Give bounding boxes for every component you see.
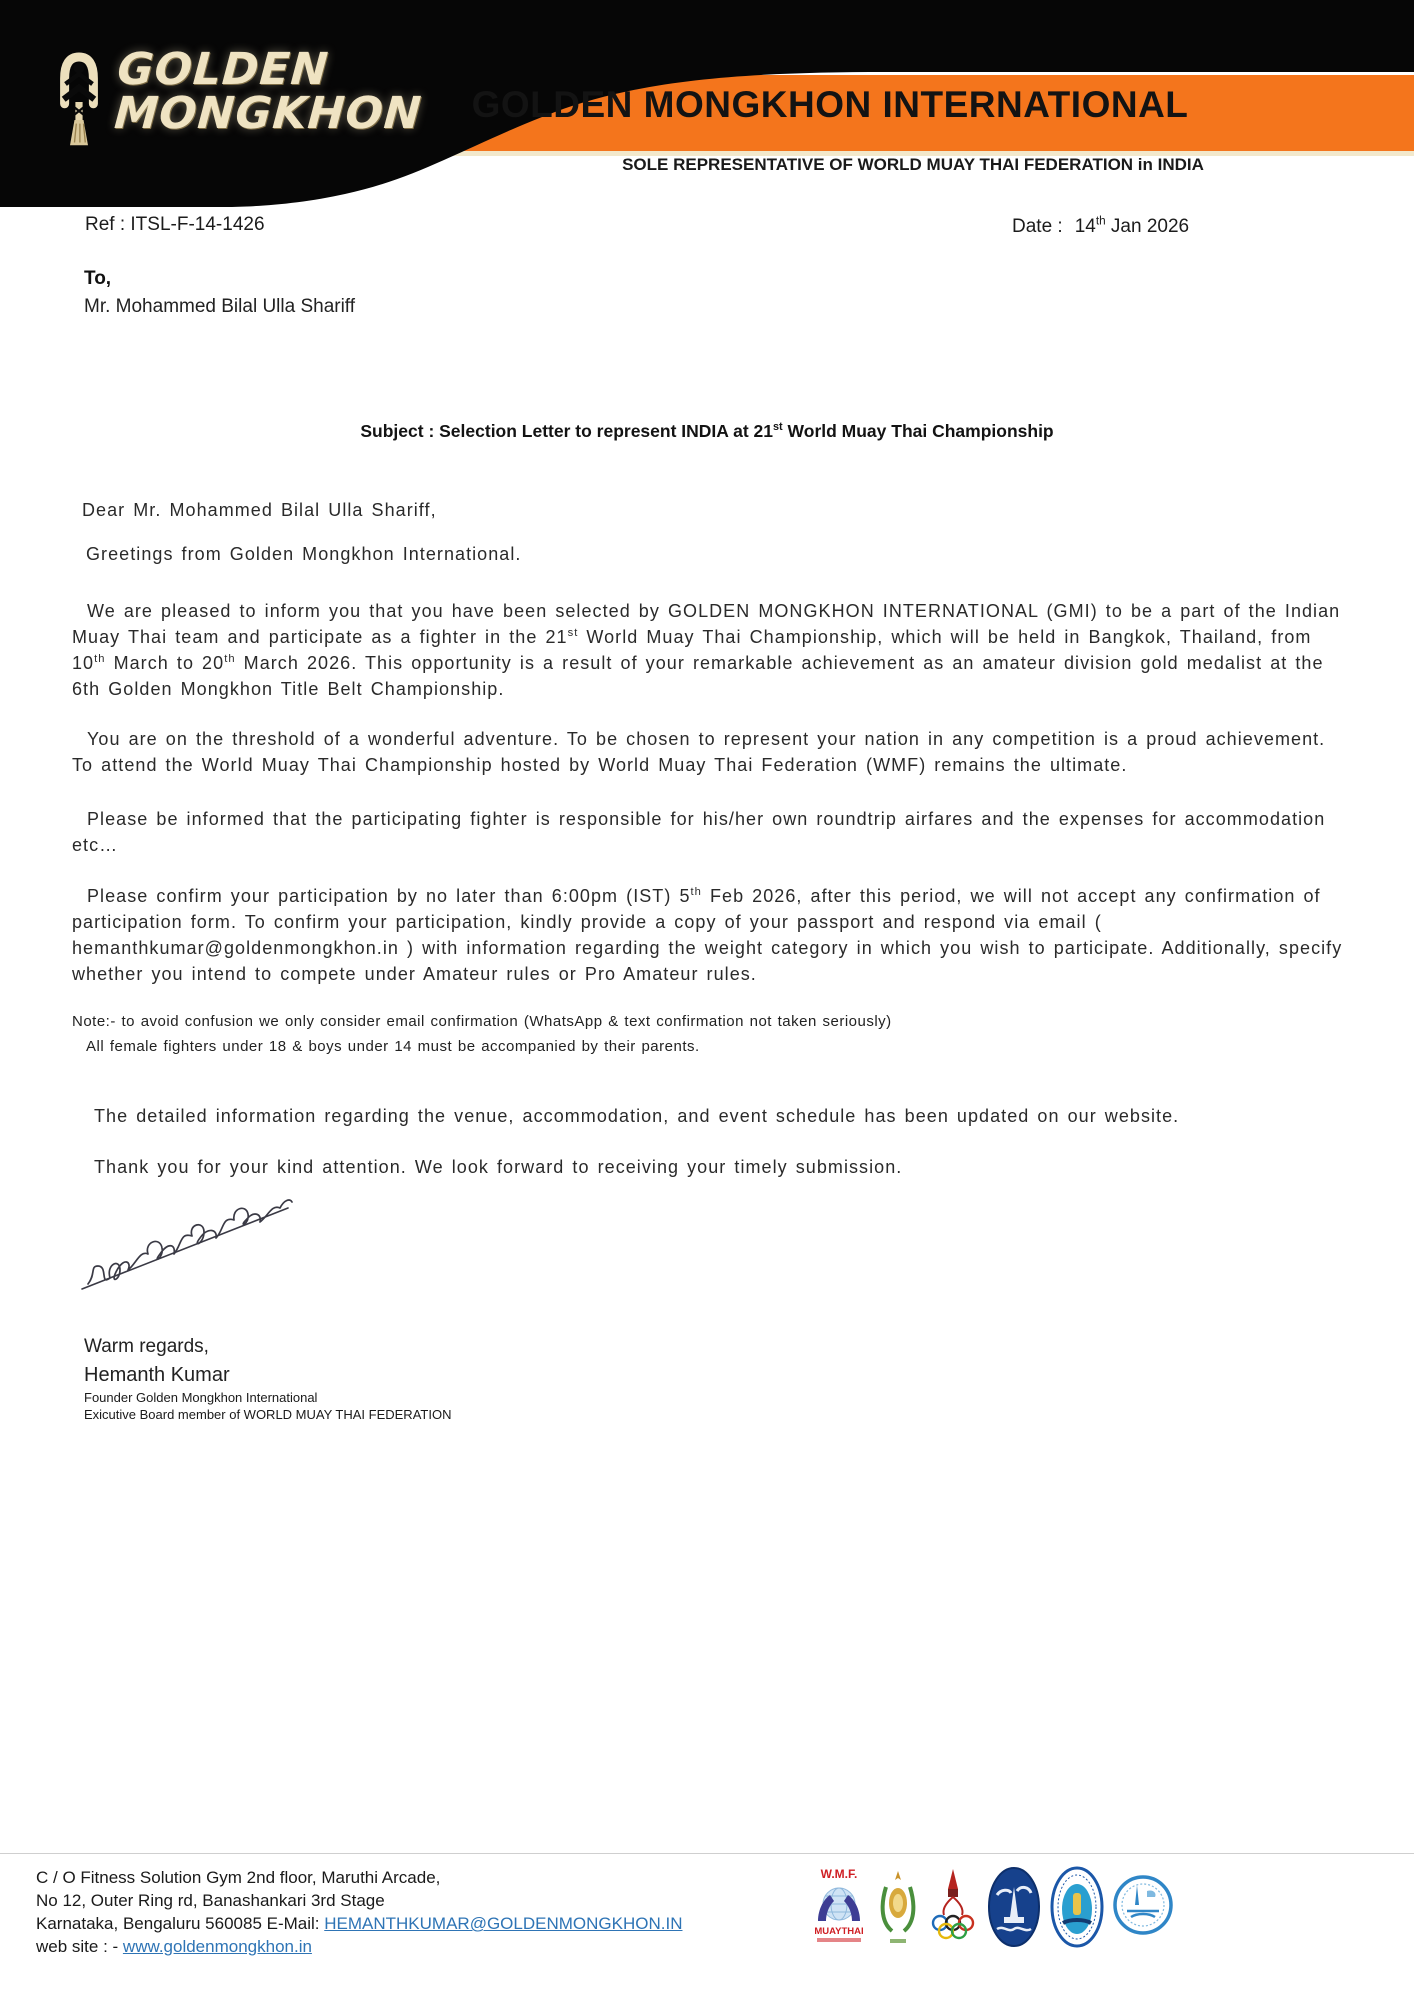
note-block: [72, 1009, 1350, 1059]
email-link[interactable]: HEMANTHKUMAR@GOLDENMONGKHON.IN: [324, 1914, 683, 1933]
date-label: Date :: [1012, 216, 1063, 237]
olympic-committee-thailand-logo: [928, 1865, 978, 1951]
thai-royal-crest-logo: [877, 1865, 919, 1951]
mongkhon-headband-icon: [52, 40, 106, 164]
website-line: [36, 1935, 682, 1958]
body-paragraph-2: You are on the threshold of a wonderful adventure. To be chosen to represent your nation in any competition is a proud achievement. To attend the World Muay Thai Championship hosted by World Muay Thai Federation (WMF) remains the ultimate.: [72, 729, 1326, 775]
to-label: To,: [84, 268, 112, 289]
address-line-2: No 12, Outer Ring rd, Banashankari 3rd Stage: [36, 1891, 385, 1910]
body-paragraph-5: The detailed information regarding the venue, accommodation, and event schedule has been updated on our website.: [94, 1106, 1180, 1126]
footer: [0, 1853, 1414, 2000]
sports-authority-thailand-logo: [987, 1865, 1041, 1951]
footer-address: [36, 1866, 682, 1958]
signer-title-2: Exicutive Board member of WORLD MUAY THAI FEDERATION: [84, 1407, 452, 1422]
wmf-muaythai-logo: [810, 1865, 868, 1951]
greeting-line: Greetings from Golden Mongkhon International.: [86, 544, 522, 564]
company-tagline: SOLE REPRESENTATIVE OF WORLD MUAY THAI FEDERATION in INDIA: [622, 155, 1204, 174]
wmf-logo-bottom-text: MUAYTHAI: [814, 1926, 864, 1937]
closing-block: [84, 1333, 451, 1423]
tourism-authority-thailand-logo: [1113, 1865, 1173, 1951]
company-logo: [52, 40, 423, 170]
ministry-tourism-sports-logo: [1050, 1865, 1104, 1951]
reference-number: Ref : ITSL-F-14-1426: [85, 214, 265, 235]
address-line-3-text: Karnataka, Bengaluru 560085 E-Mail:: [36, 1914, 325, 1933]
body-paragraph-1: We are pleased to inform you that you have been selected by GOLDEN MONGKHON INTERNATIONAL (GMI) to be a part of the Indian Muay Thai team and participate as a fighter in the 21st World Muay Thai Championship, which will be held in Bangkok, Thailand, from 10th March to 20th March 2026. This opportunity is a result of your remarkable achievement as an amateur division gold medalist at the 6th Golden Mongkhon Title Belt Championship.: [72, 601, 1341, 699]
wmf-logo-top-text: W.M.F.: [820, 1867, 858, 1881]
company-name-banner: GOLDEN MONGKHON INTERNATIONAL: [471, 84, 1189, 125]
date-line: [1012, 216, 1189, 238]
logo-word-mongkhon: MONGKHON: [112, 88, 424, 139]
website-link[interactable]: www.goldenmongkhon.in: [122, 1937, 312, 1956]
recipient-name: Mr. Mohammed Bilal Ulla Shariff: [84, 296, 356, 317]
subject-line: Subject : Selection Letter to represent INDIA at 21st World Muay Thai Championship: [360, 421, 1054, 441]
body-paragraph-3: Please be informed that the participating fighter is responsible for his/her own roundtrip airfares and the expenses for accommodation etc…: [72, 809, 1326, 855]
federation-logos-row: [810, 1862, 1173, 1954]
note-line-2: All female fighters under 18 & boys under 14 must be accompanied by their parents.: [86, 1038, 700, 1055]
logo-wordmark: [112, 44, 426, 139]
body-paragraph-4: Please confirm your participation by no later than 6:00pm (IST) 5th Feb 2026, after this period, we will not accept any confirmation of participation form. To confirm your participation, kindly provide a copy of your passport and respond via email ( hemanthkumar@goldenmongkhon.in ) with information regarding the weight category in which you wish to participate. Additionally, specify whether you intend to compete under Amateur rules or Pro Amateur rules.: [72, 886, 1343, 984]
note-line-1: Note:- to avoid confusion we only consider email confirmation (WhatsApp & text confirmation not taken seriously): [72, 1013, 892, 1030]
logo-word-golden: GOLDEN: [115, 44, 331, 95]
address-line-3: [36, 1912, 682, 1935]
date-value: 14th Jan 2026: [1074, 214, 1190, 237]
salutation: Dear Mr. Mohammed Bilal Ulla Shariff,: [82, 500, 437, 520]
closing-regards: Warm regards,: [84, 1336, 209, 1357]
website-label: web site : -: [36, 1937, 123, 1956]
signer-title-1: Founder Golden Mongkhon International: [84, 1390, 318, 1405]
signer-name: Hemanth Kumar: [84, 1364, 230, 1386]
body-paragraph-6: Thank you for your kind attention. We look forward to receiving your timely submission.: [94, 1157, 903, 1177]
handwritten-signature: [76, 1192, 301, 1296]
address-line-1: C / O Fitness Solution Gym 2nd floor, Maruthi Arcade,: [36, 1868, 441, 1887]
